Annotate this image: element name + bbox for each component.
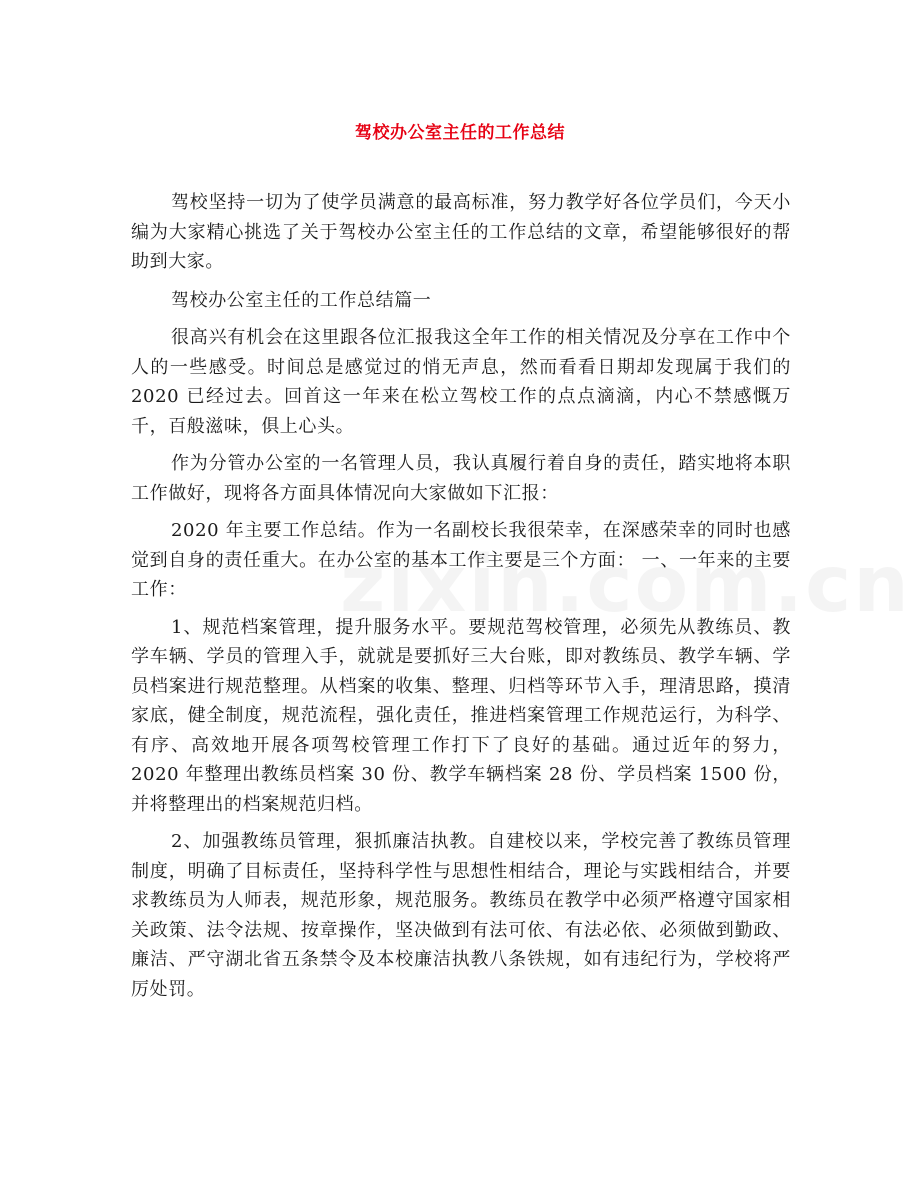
paragraph-intro: 驾校坚持一切为了使学员满意的最高标准，努力教学好各位学员们，今天小编为大家精心挑选了关于驾校办公室主任的工作总结的文章，希望能够很好的帮助到大家。 — [131, 192, 791, 272]
paragraph: 作为分管办公室的一名管理人员，我认真履行着自身的责任，踏实地将本职工作做好，现将各方面具体情况向大家做如下汇报： — [131, 453, 791, 504]
paragraph: 2、加强教练员管理，狠抓廉洁执教。自建校以来，学校完善了教练员管理制度，明确了目标责任，坚持科学性与思想性相结合，理论与实践相结合，并要求教练员为人师表，规范形象，规范服务。教练员在教学中必须严格遵守国家相关政策、法令法规、按章操作，坚决做到有法可依、有法必依、必须做到勤政、廉洁、严守湖北省五条禁令及本校廉洁执教八条铁规，如有违纪行为，学校将严厉处罚。 — [131, 831, 791, 1000]
document-title: 驾校办公室主任的工作总结 — [355, 123, 565, 143]
paragraph: 1、规范档案管理，提升服务水平。要规范驾校管理，必须先从教练员、教学车辆、学员的管理入手，就就是要抓好三大台账，即对教练员、教学车辆、学员档案进行规范整理。从档案的收集、整理、归档等环节入手，理清思路，摸清家底，健全制度，规范流程，强化责任，推进档案管理工作规范运行，为科学、有序、高效地开展各项驾校管理工作打下了良好的基础。通过近年的努力，2020 年整理出教练员档案 30 份、教学车辆档案 28 份、学员档案 1500 份，并将整理出的档案规范归档。 — [131, 616, 791, 815]
paragraph: 很高兴有机会在这里跟各位汇报我这全年工作的相关情况及分享在工作中个人的一些感受。时间总是感觉过的悄无声息，然而看看日期却发现属于我们的 2020 已经过去。回首这一年来在松立驾校工作的点点滴滴，内心不禁感慨万千，百般滋味，俱上心头。 — [131, 327, 791, 437]
section-heading: 驾校办公室主任的工作总结篇一 — [171, 289, 432, 311]
paragraph: 2020 年主要工作总结。作为一名副校长我很荣幸，在深感荣幸的同时也感觉到自身的责任重大。在办公室的基本工作主要是三个方面： 一、一年来的主要工作： — [131, 520, 791, 600]
document-body — [131, 188, 791, 1004]
